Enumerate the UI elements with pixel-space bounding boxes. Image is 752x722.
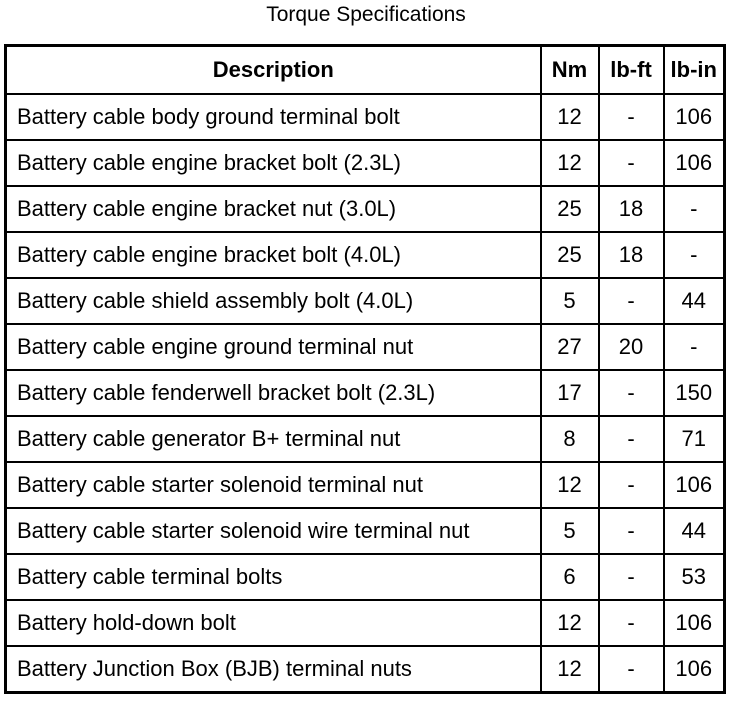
torque-spec-table (4, 44, 726, 694)
cell-lbin: 44 (664, 278, 725, 324)
cell-nm: 12 (541, 646, 599, 693)
header-nm: Nm (541, 46, 599, 95)
header-lbin: lb-in (664, 46, 725, 95)
table-row (6, 186, 725, 232)
table-row (6, 140, 725, 186)
cell-nm: 6 (541, 554, 599, 600)
cell-lbin: - (664, 324, 725, 370)
header-description: Description (6, 46, 541, 95)
cell-description: Battery cable engine bracket bolt (4.0L) (6, 232, 541, 278)
cell-lbft: - (599, 370, 664, 416)
table-row (6, 462, 725, 508)
cell-lbft: - (599, 462, 664, 508)
cell-nm: 5 (541, 278, 599, 324)
cell-nm: 12 (541, 600, 599, 646)
table-row (6, 324, 725, 370)
table-row (6, 554, 725, 600)
cell-lbin: - (664, 232, 725, 278)
cell-lbin: 106 (664, 462, 725, 508)
cell-nm: 25 (541, 186, 599, 232)
cell-lbft: - (599, 278, 664, 324)
cell-nm: 8 (541, 416, 599, 462)
cell-description: Battery cable body ground terminal bolt (6, 94, 541, 140)
cell-lbft: - (599, 416, 664, 462)
cell-description: Battery cable starter solenoid terminal nut (6, 462, 541, 508)
cell-description: Battery cable starter solenoid wire terminal nut (6, 508, 541, 554)
cell-lbft: - (599, 94, 664, 140)
cell-description: Battery hold-down bolt (6, 600, 541, 646)
table-row (6, 416, 725, 462)
cell-lbin: 150 (664, 370, 725, 416)
cell-lbft: - (599, 646, 664, 693)
cell-nm: 12 (541, 462, 599, 508)
cell-lbin: 106 (664, 646, 725, 693)
table-row (6, 232, 725, 278)
table-title: Torque Specifications (266, 3, 466, 26)
cell-lbft: - (599, 554, 664, 600)
cell-nm: 12 (541, 140, 599, 186)
table-row (6, 646, 725, 693)
cell-description: Battery cable engine bracket nut (3.0L) (6, 186, 541, 232)
header-lbft: lb-ft (599, 46, 664, 95)
cell-lbin: 53 (664, 554, 725, 600)
cell-nm: 17 (541, 370, 599, 416)
table-row (6, 370, 725, 416)
table-row (6, 600, 725, 646)
cell-nm: 5 (541, 508, 599, 554)
cell-lbft: - (599, 508, 664, 554)
cell-nm: 25 (541, 232, 599, 278)
cell-lbin: 106 (664, 600, 725, 646)
cell-description: Battery cable shield assembly bolt (4.0L) (6, 278, 541, 324)
cell-lbft: 18 (599, 232, 664, 278)
cell-lbin: 44 (664, 508, 725, 554)
cell-lbft: - (599, 140, 664, 186)
cell-lbin: 106 (664, 140, 725, 186)
cell-description: Battery cable terminal bolts (6, 554, 541, 600)
table-row (6, 94, 725, 140)
cell-lbft: 18 (599, 186, 664, 232)
table-row (6, 508, 725, 554)
cell-description: Battery cable engine ground terminal nut (6, 324, 541, 370)
cell-description: Battery cable fenderwell bracket bolt (2.3L) (6, 370, 541, 416)
cell-lbin: 106 (664, 94, 725, 140)
cell-description: Battery cable engine bracket bolt (2.3L) (6, 140, 541, 186)
cell-lbin: - (664, 186, 725, 232)
cell-description: Battery cable generator B+ terminal nut (6, 416, 541, 462)
table-body (6, 94, 725, 693)
cell-description: Battery Junction Box (BJB) terminal nuts (6, 646, 541, 693)
cell-nm: 27 (541, 324, 599, 370)
header-row (6, 46, 725, 95)
cell-nm: 12 (541, 94, 599, 140)
cell-lbft: - (599, 600, 664, 646)
cell-lbin: 71 (664, 416, 725, 462)
table-row (6, 278, 725, 324)
cell-lbft: 20 (599, 324, 664, 370)
